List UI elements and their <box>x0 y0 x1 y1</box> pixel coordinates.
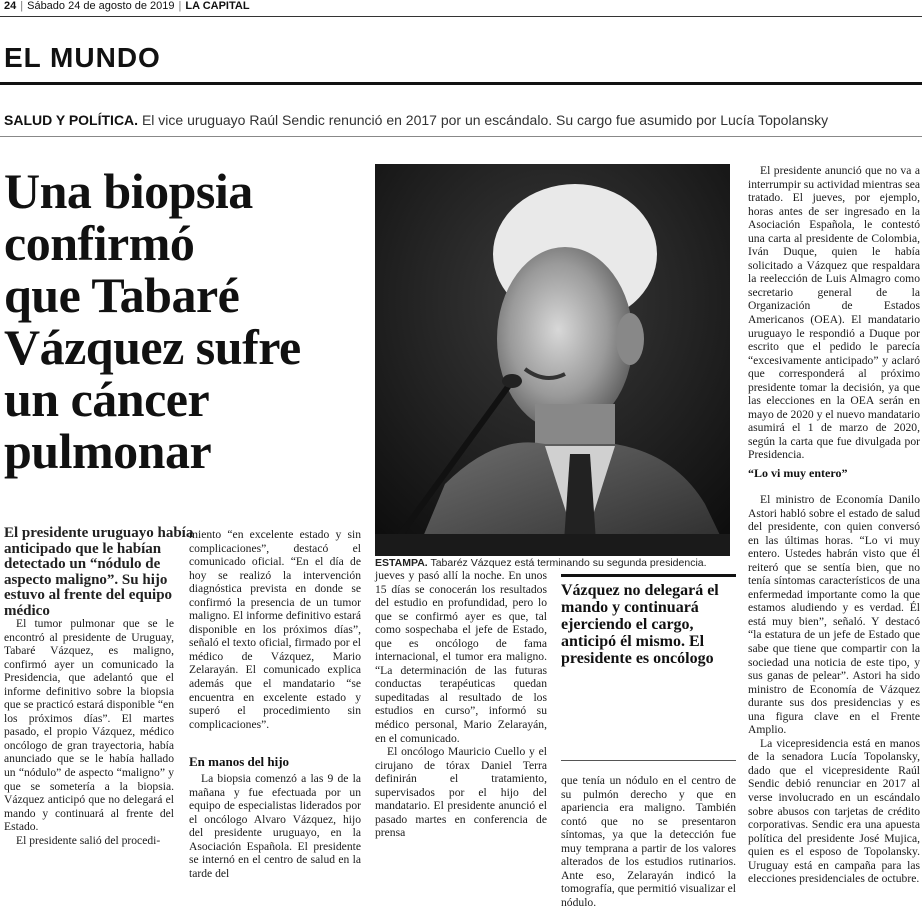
paragraph: El ministro de Economía Danilo Astori habló sobre el estado de salud del presidente, con quien conversó en las últimas horas. “Lo vi muy entero. Ustedes habrán visto que él reiteró que se sentía bien, que no tenía síntomas característicos de una enfermedad importante como la que estamos aludiendo y es verdad. Él está muy bien”, señaló. Y destacó “la estatura de un jefe de Estado que sabe que tiene que compartir con la sociedad una noticia de este tipo, y sus ganas de pelear”. Astori ha sido ministro de Economía de Vázquez durante sus dos presidencias y es una figura clave en el Frente Amplio. <box>748 493 920 737</box>
header-rule <box>0 16 922 17</box>
article-column-4 <box>561 774 736 909</box>
pull-quote-rule <box>561 574 736 577</box>
article-column-3 <box>375 569 547 840</box>
section-rule <box>0 82 922 85</box>
article-column-2-continued <box>189 772 361 880</box>
paragraph: La biopsia comenzó a las 9 de la mañana y fue efectuada por un equipo de especialistas liderados por el oncólogo Alvaro Vázquez, hijo del presidente uruguayo, en la Asociación Española. El presidente se internó en el centro de salud en la tarde del <box>189 772 361 880</box>
pull-quote-rule-bottom <box>561 760 736 761</box>
paragraph: que tenía un nódulo en el centro de su pulmón derecho y que en apariencia era maligno. También contó que no se presentaron síntomas, ya que la detección fue muy temprana a partir de los valores alterados de los estudios rutinarios. Ante eso, Zelarayán indicó la tomografía, que permitió visualizar el nódulo. <box>561 774 736 909</box>
paragraph: jueves y pasó allí la noche. En unos 15 días se conocerán los resultados del estudio en profundidad, pero lo que se confirmó ayer es que, tal como sospechaba el jefe de Estado, que es oncólogo de fama internacional, el tumor era maligno. “La determinación de las futuras conductas terapéuticas quedan supeditadas al resultado de los estudios en curso”, informó su médico personal, Mario Zelarayán, en el comunicado. <box>375 569 547 745</box>
headline-line: Vázquez sufre <box>4 319 301 375</box>
headline-line: un cáncer <box>4 371 210 427</box>
kicker-text: El vice uruguayo Raúl Sendic renunció en 2017 por un escándalo. Su cargo fue asumido por Lucía Topolansky <box>141 112 829 128</box>
headline-line: pulmonar <box>4 423 212 479</box>
article-column-5 <box>748 164 920 462</box>
caption-label: ESTAMPA. <box>375 557 428 569</box>
subheading: En manos del hijo <box>189 754 290 769</box>
paragraph: El tumor pulmonar que se le encontró al presidente de Uruguay, Tabaré Vázquez, es maligno, confirmó ayer un comunicado la Presidencia, que adelantó que el informe definitivo sobre la biopsia que se practicó estará disponible “en los próximos días”. El martes pasado, el propio Vázquez, médico oncólogo de gran trayectoria, había anunciado que se le había hallado un “nódulo” de aspecto “maligno” y que se sometería a la biopsia. Vázquez anticipó que no delegará el mando y continuará al frente del Estado. <box>4 617 174 834</box>
section-title: EL MUNDO <box>4 42 161 73</box>
headline-line: Una biopsia <box>4 163 253 219</box>
article-column-5-continued <box>748 493 920 886</box>
issue-date: Sábado 24 de agosto de 2019 <box>27 0 175 12</box>
article-column-2 <box>189 528 361 731</box>
caption-text: Tabaréz Vázquez está terminando su segunda presidencia. <box>430 557 707 569</box>
pull-quote: Vázquez no delegará el mando y continuará ejerciendo el cargo, anticipó él mismo. El presidente es oncólogo <box>561 582 719 667</box>
kicker <box>4 112 828 128</box>
headline <box>4 165 364 477</box>
paragraph: La vicepresidencia está en manos de la senadora Lucía Topolansky, dado que el vicepresidente Raúl Sendic debió renunciar en 2017 al verse involucrado en un escándalo sobre abusos con tarjetas de crédito corporativas. Sendic era una apuesta política del presidente José Mujica, quien es el esposo de Topolansky. Uruguay está en campaña para las elecciones presidenciales de octubre. <box>748 736 920 886</box>
article-column-1 <box>4 617 174 847</box>
paragraph: El presidente anunció que no va a interrumpir su actividad mientras sea tratado. El jueves, por ejemplo, horas antes de ser ingresado en la Asociación Española, le contestó una carta al presidente de Colombia, Iván Duque, quien le había solicitado a Vázquez que respaldara la reelección de Luis Almagro como secretario general de la Organización de Estados Americanos (OEA). El mandatario uruguayo le respondió a Duque por escrito que el pedido le parecía “excesivamente anticipado” y aclaró que corresponderá al próximo presidente tomar la decisión, ya que las elecciones en la OEA serán en mayo de 2020 y el nuevo mandatario asumirá el 1 de marzo de 2020, según la carta que fue divulgada por Presidencia. <box>748 164 920 462</box>
subheading: “Lo vi muy entero” <box>748 466 848 480</box>
lead-deck: El presidente uruguayo había anticipado que le habían detectado un “nódulo de aspecto maligno”. Su hijo estuvo al frente del equipo médico <box>4 525 194 619</box>
headline-line: que Tabaré <box>4 267 240 323</box>
photo-caption <box>375 557 735 569</box>
kicker-label: SALUD Y POLÍTICA. <box>4 112 139 128</box>
page-number: 24 <box>4 0 17 12</box>
paragraph: miento “en excelente estado y sin complicaciones”, destacó el comunicado oficial. “En el día de hoy se realizó la intervención diagnóstica prevista en donde se confirmó la presencia de un tumor maligno. El informe definitivo estará disponible en los próximos días”, señaló el texto oficial, firmado por el médico de Vázquez, Mario Zelarayán. El comunicado explica además que el mandatario “se encuentra en excelente estado y superó el procedimiento sin complicaciones”. <box>189 528 361 731</box>
kicker-rule <box>0 136 922 137</box>
publication-name: LA CAPITAL <box>185 0 250 12</box>
paragraph: El presidente salió del procedi- <box>16 833 161 847</box>
page-header: 24 | Sábado 24 de agosto de 2019 | LA CAPITAL <box>4 0 250 12</box>
news-photo <box>375 164 730 556</box>
paragraph: El oncólogo Mauricio Cuello y el cirujano de tórax Daniel Terra definirán el tratamiento, supervisados por el hijo del mandatario. El presidente anunció el pasado martes en conferencia de prensa <box>375 745 547 840</box>
portrait-photo-illustration <box>375 164 730 556</box>
headline-line: confirmó <box>4 215 195 271</box>
